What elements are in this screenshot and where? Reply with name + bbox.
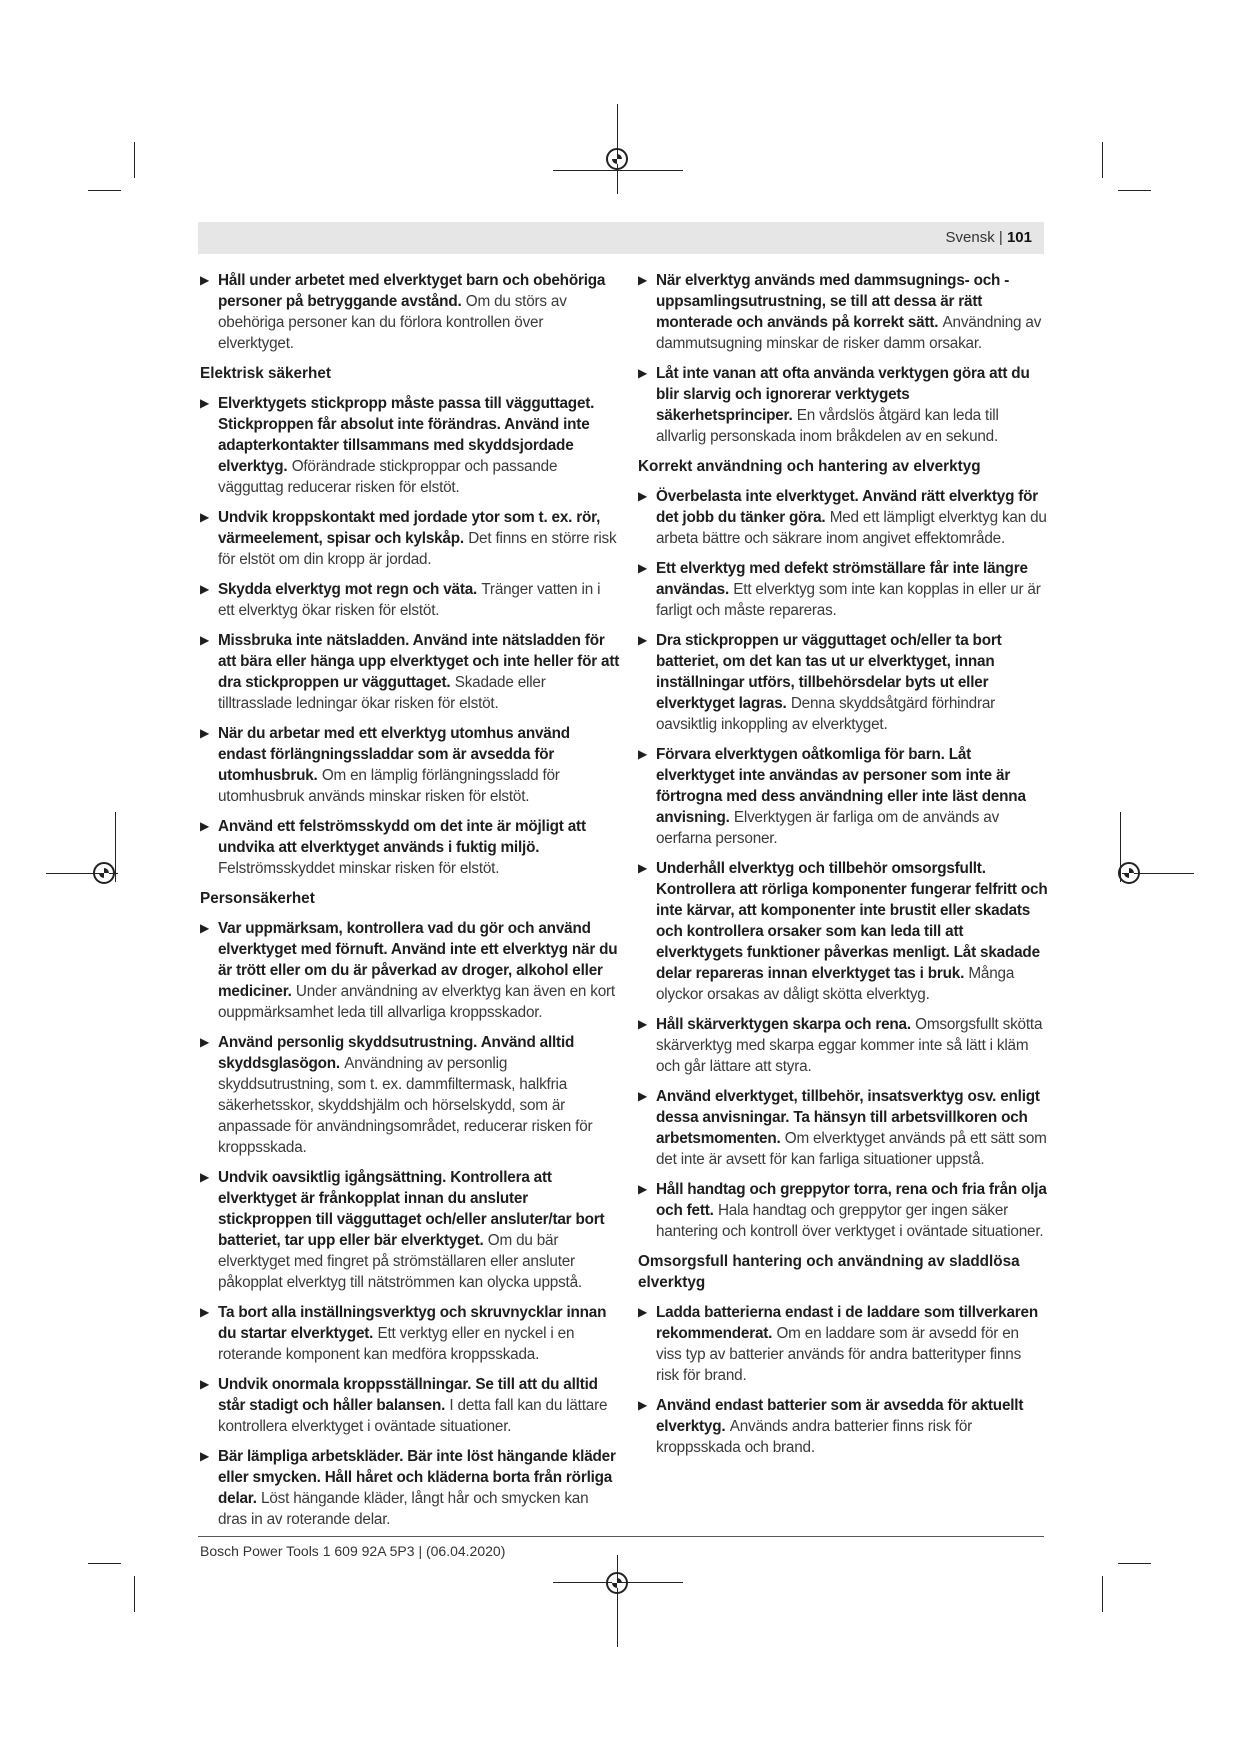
bullet-triangle-icon: ▶ (638, 366, 648, 380)
bullet-triangle-icon: ▶ (638, 561, 648, 575)
bullet-triangle-icon: ▶ (638, 1017, 648, 1031)
list-item: ▶ Undvik onormala kroppsställningar. Se till att du alltid står stadigt och håller balansen. I detta fall kan du lättare kontrollera elverktyget i oväntade situationer. (200, 1376, 608, 1435)
bullet-triangle-icon: ▶ (638, 633, 648, 647)
list-item: ▶ Ett elverktyg med defekt strömställare får inte längre användas. Ett elverktyg som inte kan kopplas in eller ur är farligt och måste repareras. (638, 560, 1041, 619)
page-footer: Bosch Power Tools 1 609 92A 5P3 | (06.04.2020) (200, 1543, 506, 1559)
header-separator: | (998, 229, 1003, 246)
list-item: ▶ Undvik oavsiktlig igångsättning. Kontrollera att elverktyget är frånkopplat innan du ansluter stickproppen till vägguttaget och/eller ansluter/tar bort batteriet, tar upp eller bär elverktyget. Om du bär elverktyget med fingret på strömställaren eller ansluter påkopplat elverktyg till nätströmmen kan olycka uppstå. (200, 1169, 605, 1291)
bullet-triangle-icon: ▶ (200, 1035, 210, 1049)
list-item: ▶ Använd elverktyget, tillbehör, insatsverktyg osv. enligt dessa anvisningar. Ta hänsyn till arbetsvillkoren och arbetsmomenten. Om elverktyget används på ett sätt som det inte är avsett för kan farliga situationer uppstå. (638, 1088, 1047, 1168)
bullet-triangle-icon: ▶ (638, 489, 648, 503)
header-text (946, 229, 1032, 246)
right-column (638, 270, 1048, 1467)
list-item: ▶ Dra stickproppen ur vägguttaget och/eller ta bort batteriet, om det kan tas ut ur elverktyget, innan inställningar utförs, tillbehörsdelar byts ut eller elverktyget lagras. Denna skyddsåtgärd förhindrar oavsiktlig inkoppling av elverktyget. (638, 632, 1002, 733)
list-item: ▶ Använd endast batterier som är avsedda för aktuellt elverktyg. Används andra batterier finns risk för kroppsskada och brand. (638, 1397, 1024, 1456)
list-item: ▶ Underhåll elverktyg och tillbehör omsorgsfullt. Kontrollera att rörliga komponenter fungerar felfritt och inte kärvar, att komponenter inte brustit eller skadats och kontrollera orsaker som kan leda till att elverktygets funktioner påverkas menligt. Låt skadade delar repareras innan elverktyget tas i bruk. Många olyckor orsakas av dåligt skötta elverktyg. (638, 860, 1048, 1003)
list-item: ▶ Missbruka inte nätsladden. Använd inte nätsladden för att bära eller hänga upp elverktyget och inte heller för att dra stickproppen ur vägguttaget. Skadade eller tilltrasslade ledningar ökar risken för elstöt. (200, 632, 620, 712)
bullet-triangle-icon: ▶ (200, 1305, 210, 1319)
bullet-triangle-icon: ▶ (200, 510, 210, 524)
list-item: ▶ Ta bort alla inställningsverktyg och skruvnycklar innan du startar elverktyget. Ett verktyg eller en nyckel i en roterande komponent kan medföra kroppsskada. (200, 1304, 607, 1363)
list-item: ▶ När elverktyg används med dammsugnings- och -uppsamlingsutrustning, se till att dessa är rätt monterade och används på korrekt sätt. Användning av dammutsugning minskar de risker damm orsakar. (638, 272, 1042, 352)
list-item: ▶ Håll under arbetet med elverktyget barn och obehöriga personer på betryggande avstånd. Om du störs av obehöriga personer kan du förlora kontrollen över elverktyget. (200, 272, 606, 352)
bullet-triangle-icon: ▶ (638, 1398, 648, 1412)
bullet-triangle-icon: ▶ (638, 1089, 648, 1103)
list-item: ▶ Elverktygets stickpropp måste passa till vägguttaget. Stickproppen får absolut inte förändras. Använd inte adapterkontakter tillsammans med skyddsjordade elverktyg. Oförändrade stickproppar och passande vägguttag reducerar risken för elstöt. (200, 395, 595, 496)
crop-mark (1102, 142, 1103, 178)
list-item: ▶ Använd ett felströmsskydd om det inte är möjligt att undvika att elverktyget används i fuktig miljö. Felströmsskyddet minskar risken för elstöt. (200, 818, 586, 877)
list-item: ▶ Ladda batterierna endast i de laddare som tillverkaren rekommenderat. Om en laddare som är avsedd för en viss typ av batterier används för andra batterityper finns risk för brand. (638, 1304, 1038, 1384)
list-item: ▶ Håll handtag och greppytor torra, rena och fria från olja och fett. Hala handtag och greppytor ger ingen säker hantering och kontroll över verktyget i oväntade situationer. (638, 1181, 1047, 1240)
bullet-triangle-icon: ▶ (200, 819, 210, 833)
crop-mark (1118, 190, 1151, 191)
crop-mark (115, 812, 116, 882)
bullet-triangle-icon: ▶ (638, 1305, 648, 1319)
list-item: ▶ Bär lämpliga arbetskläder. Bär inte löst hängande kläder eller smycken. Håll håret och kläderna borta från rörliga delar. Löst hängande kläder, långt hår och smycken kan dras in av roterande delar. (200, 1448, 616, 1528)
bullet-triangle-icon: ▶ (638, 861, 648, 875)
registration-mark-icon (1118, 862, 1140, 884)
list-item: ▶ Undvik kroppskontakt med jordade ytor som t. ex. rör, värmeelement, spisar och kylskåp. Det finns en större risk för elstöt om din kropp är jordad. (200, 509, 617, 568)
section-heading: Personsäkerhet (200, 890, 315, 907)
bullet-triangle-icon: ▶ (200, 1170, 210, 1184)
page-number: 101 (1006, 229, 1032, 246)
crop-mark (88, 190, 121, 191)
crop-mark (1118, 1563, 1151, 1564)
crop-mark (88, 1563, 121, 1564)
list-item: ▶ Håll skärverktygen skarpa och rena. Omsorgsfullt skötta skärverktyg med skarpa eggar kommer inte så lätt i kläm och går lättare att styra. (638, 1016, 1043, 1075)
section-heading: Omsorgsfull hantering och användning av sladdlösa elverktyg (638, 1253, 1020, 1291)
bullet-triangle-icon: ▶ (200, 633, 210, 647)
bullet-triangle-icon: ▶ (200, 273, 210, 287)
bullet-triangle-icon: ▶ (638, 273, 648, 287)
bullet-triangle-icon: ▶ (200, 1377, 210, 1391)
section-heading: Elektrisk säkerhet (200, 365, 331, 382)
bullet-triangle-icon: ▶ (200, 1449, 210, 1463)
bullet-triangle-icon: ▶ (200, 396, 210, 410)
crop-mark (617, 1555, 618, 1647)
page-header (198, 222, 1044, 254)
crop-mark (134, 1576, 135, 1612)
section-heading: Korrekt användning och hantering av elverktyg (638, 458, 981, 475)
bullet-triangle-icon: ▶ (638, 1182, 648, 1196)
left-column (200, 270, 620, 1539)
list-item: ▶ Överbelasta inte elverktyget. Använd rätt elverktyg för det jobb du tänker göra. Med ett lämpligt elverktyg kan du arbeta bättre och säkrare inom angivet effektområde. (638, 488, 1047, 547)
list-item: ▶ Var uppmärksam, kontrollera vad du gör och använd elverktyget med förnuft. Använd inte ett elverktyg när du är trött eller om du är påverkad av droger, alkohol eller mediciner. Under användning av elverktyg kan även en kort ouppmärksamhet leda till allvarliga kroppsskador. (200, 920, 618, 1021)
bullet-triangle-icon: ▶ (638, 747, 648, 761)
header-language: Svensk (945, 229, 995, 246)
list-item: ▶ Använd personlig skyddsutrustning. Använd alltid skyddsglasögon. Användning av personlig skyddsutrustning, som t. ex. dammfiltermask, halkfria säkerhetsskor, skyddshjälm och hörselskydd, som är anpassade för användningsområdet, reducerar risken för kroppsskada. (200, 1034, 593, 1156)
registration-mark-icon (93, 862, 115, 884)
crop-mark (553, 170, 683, 171)
footer-divider (198, 1536, 1044, 1537)
registration-mark-icon (606, 148, 628, 170)
bullet-triangle-icon: ▶ (200, 921, 210, 935)
list-item: ▶ Skydda elverktyg mot regn och väta. Tränger vatten in i ett elverktyg ökar risken för elstöt. (200, 581, 601, 619)
bullet-triangle-icon: ▶ (200, 582, 210, 596)
registration-mark-icon (606, 1572, 628, 1594)
bullet-triangle-icon: ▶ (200, 726, 210, 740)
crop-mark (1102, 1576, 1103, 1612)
list-item: ▶ Förvara elverktygen oåtkomliga för barn. Låt elverktyget inte användas av personer som inte är förtrogna med dess användning eller inte läst denna anvisning. Elverktygen är farliga om de används av oerfarna personer. (638, 746, 1026, 847)
crop-mark (134, 142, 135, 178)
list-item: ▶ När du arbetar med ett elverktyg utomhus använd endast förlängningssladdar som är avsedda för utomhusbruk. Om en lämplig förlängningssladd för utomhusbruk används minskar risken för elstöt. (200, 725, 570, 805)
list-item: ▶ Låt inte vanan att ofta använda verktygen göra att du blir slarvig och ignorerar verktygets säkerhetsprinciper. En vårdslös åtgärd kan leda till allvarlig personskada inom bråkdelen av en sekund. (638, 365, 1030, 445)
